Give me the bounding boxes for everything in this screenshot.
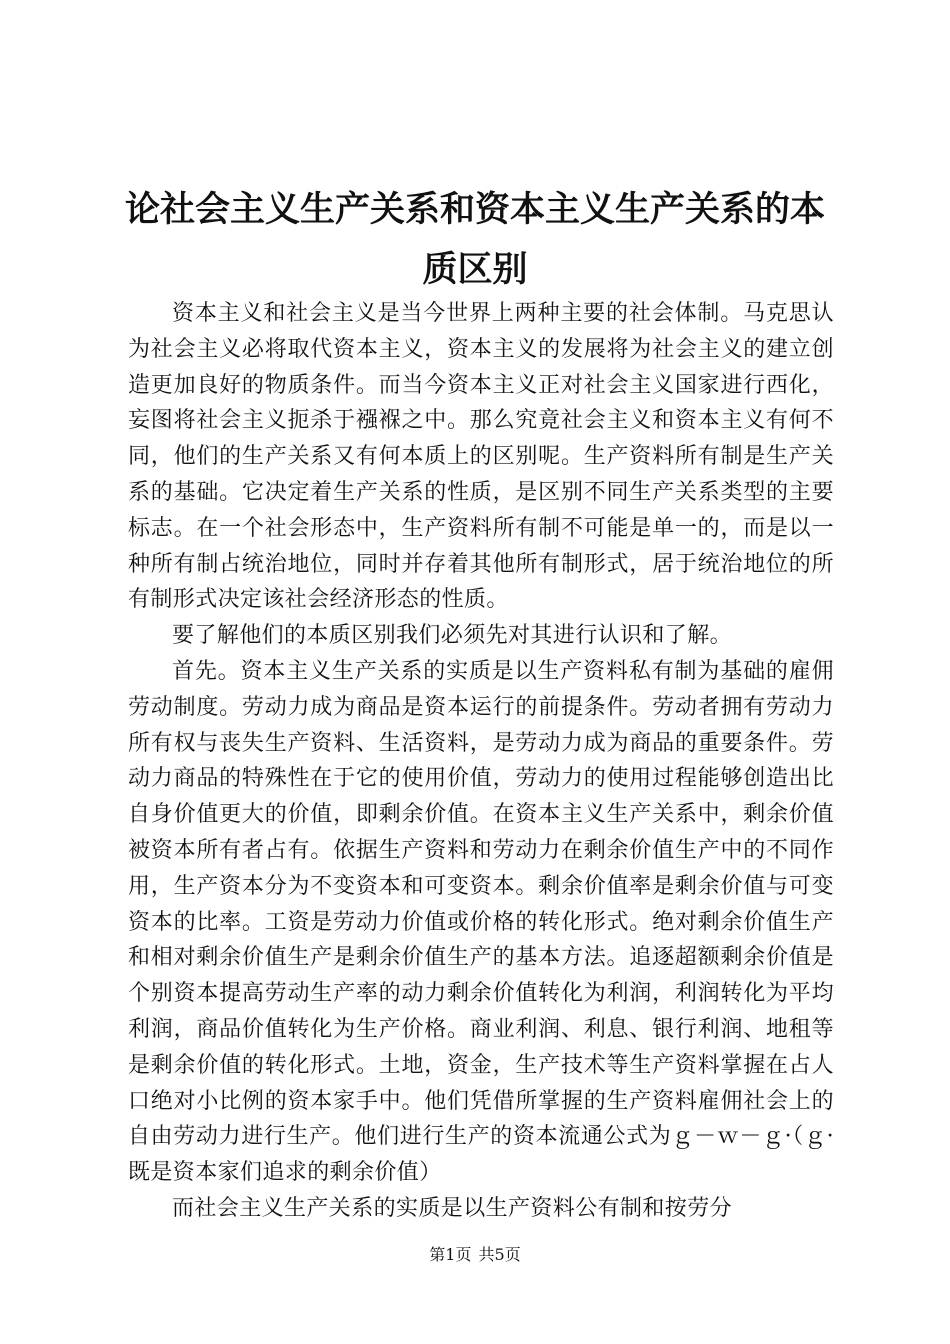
page-total: 共5页 <box>478 1245 521 1264</box>
document-title <box>120 180 830 300</box>
page-number: 第1页 <box>429 1245 472 1264</box>
page-footer <box>0 1244 950 1266</box>
title-line-1: 论社会主义生产关系和资本主义生产关系的本 <box>124 190 825 230</box>
paragraph-transition: 要了解他们的本质区别我们必须先对其进行认识和了解。 <box>172 623 733 649</box>
title-line-2: 质区别 <box>422 250 528 290</box>
paragraph-socialism: 而社会主义生产关系的实质是以生产资料公有制和按劳分 <box>172 1195 733 1221</box>
document-body <box>128 296 834 1227</box>
paragraph-capitalism: 首先。资本主义生产关系的实质是以生产资料私有制为基础的雇佣劳动制度。劳动力成为商品是资本运行的前提条件。劳动者拥有劳动力所有权与丧失生产资料、生活资料，是劳动力成为商品的重要条件。劳动力商品的特殊性在于它的使用价值，劳动力的使用过程能够创造出比自身价值更大的价值，即剩余价值。在资本主义生产关系中，剩余价值被资本所有者占有。依据生产资料和劳动力在剩余价值生产中的不同作用，生产资本分为不变资本和可变资本。剩余价值率是剩余价值与可变资本的比率。工资是劳动力价值或价格的转化形式。绝对剩余价值生产和相对剩余价值生产是剩余价值生产的基本方法。追逐超额剩余价值是个别资本提高劳动生产率的动力剩余价值转化为利润，利润转化为平均利润，商品价值转化为生产价格。商业利润、利息、银行利润、地租等是剩余价值的转化形式。土地，资金，生产技术等生产资料掌握在占人口绝对小比例的资本家手中。他们凭借所掌握的生产资料雇佣社会上的自由劳动力进行生产。他们进行生产的资本流通公式为ｇ－ｗ－ｇ·（ｇ·既是资本家们追求的剩余价值） <box>128 658 834 1186</box>
paragraph-intro: 资本主义和社会主义是当今世界上两种主要的社会体制。马克思认为社会主义必将取代资本主义，资本主义的发展将为社会主义的建立创造更加良好的物质条件。而当今资本主义正对社会主义国家进行西化，妄图将社会主义扼杀于襁褓之中。那么究竟社会主义和资本主义有何不同，他们的生产关系又有何本质上的区别呢。生产资料所有制是生产关系的基础。它决定着生产关系的性质，是区别不同生产关系类型的主要标志。在一个社会形态中，生产资料所有制不可能是单一的，而是以一种所有制占统治地位，同时并存着其他所有制形式，居于统治地位的所有制形式决定该社会经济形态的性质。 <box>128 301 834 613</box>
